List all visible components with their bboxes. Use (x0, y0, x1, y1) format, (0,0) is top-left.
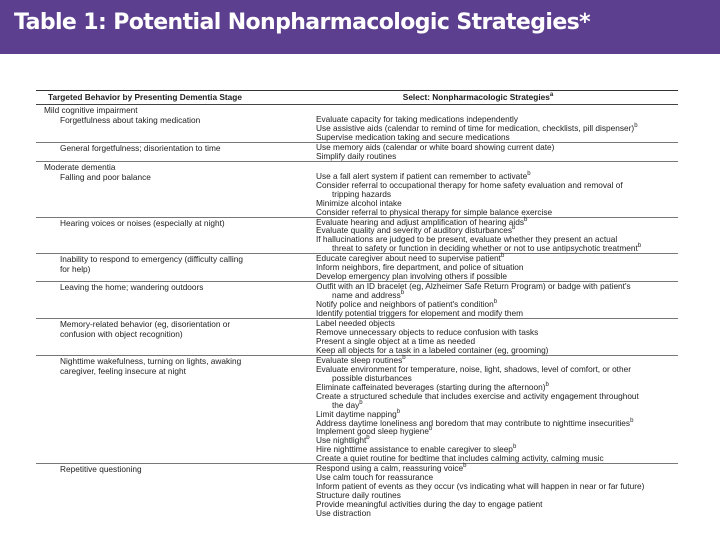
footnote-marker: b (512, 225, 516, 232)
behavior-line: for help) (60, 264, 91, 275)
strategies-cell (310, 115, 678, 142)
behavior-line: Inability to respond to emergency (difficulty calling (60, 254, 243, 265)
strategy-text: Respond using a calm, reassuring voice (316, 463, 464, 474)
strategy-text: Use nightlight (316, 435, 367, 446)
behavior-cell (36, 356, 310, 463)
footnote-marker: b (463, 463, 467, 470)
footnote-marker: b (524, 216, 528, 223)
footnote-marker: b (359, 399, 363, 406)
strategy-text: Inform patient of events as they occur (vs indicating what will happen in near or far future) (316, 481, 645, 492)
strategy-line (316, 272, 678, 281)
behavior-line: General forgetfulness; disorientation to time (60, 142, 221, 153)
footnote-marker: b (545, 381, 549, 388)
strategy-text: Outfit with an ID bracelet (eg, Alzheimer Safe Return Program) or badge with patient's (316, 281, 631, 292)
behavior-line: Repetitive questioning (60, 464, 142, 475)
footnote-marker: b (634, 123, 638, 130)
strategy-text: Present a single object at a time as needed (316, 335, 476, 346)
footnote-marker: b (429, 426, 433, 433)
strategy-text: Consider referral to occupational therapy for home safety evaluation and removal of (316, 179, 623, 190)
strategy-line (316, 244, 678, 253)
strategy-text: Evaluate capacity for taking medications independently (316, 114, 519, 124)
strategy-text: Use a fall alert system if patient can remember to activate (316, 170, 528, 181)
strategies-cell (310, 218, 678, 254)
strategies-table (36, 90, 678, 518)
strategy-text: Develop emergency plan involving others if possible (316, 271, 507, 282)
strategy-text: Structure daily routines (316, 490, 401, 501)
strategy-text: Supervise medication taking and secure medications (316, 131, 510, 142)
strategy-line (316, 133, 678, 142)
strategy-text: Minimize alcohol intake (316, 197, 402, 208)
strategy-text: If hallucinations are judged to be present, evaluate whether they present an actual (316, 234, 618, 245)
table-row (36, 172, 678, 218)
behavior-cell (36, 464, 310, 518)
table-title: Table 1: Potential Nonpharmacologic Strategies* (14, 10, 591, 35)
strategy-text: Hire nighttime assistance to enable caregiver to sleep (316, 444, 513, 455)
strategy-line (316, 427, 678, 436)
strategy-text: Create a structured schedule that includes exercise and activity engagement throughout (316, 390, 639, 401)
strategies-cell (310, 282, 678, 318)
behavior-line: Hearing voices or noises (especially at night) (60, 217, 225, 228)
behavior-cell (36, 115, 310, 142)
strategies-cell (310, 172, 678, 217)
strategy-text: Use calm touch for reassurance (316, 472, 434, 483)
strategy-text: Use distraction (316, 508, 371, 519)
strategy-text: Simplify daily routines (316, 150, 397, 161)
behavior-cell (36, 218, 310, 254)
strategy-line (316, 392, 678, 401)
behavior-line: Memory-related behavior (eg, disorientation or (60, 319, 231, 330)
strategies-cell (310, 319, 678, 355)
table-row (36, 282, 678, 319)
stage-label: Moderate dementia (44, 161, 116, 172)
strategy-text: Keep all objects for a task in a labeled container (eg, grooming) (316, 344, 549, 355)
strategy-text: Create a quiet routine for bedtime that includes calming activity, calming music (316, 453, 604, 464)
strategy-text: Eliminate caffeinated beverages (starting during the afternoon) (316, 381, 546, 392)
strategy-text: Educate caregiver about need to supervise patient (316, 253, 501, 264)
behavior-line: Forgetfulness about taking medication (60, 115, 201, 125)
footnote-marker: b (400, 290, 405, 297)
strategy-text: Evaluate sleep routines (316, 354, 403, 365)
strategy-text: the day (332, 399, 360, 410)
behavior-line: confusion with object recognition) (60, 329, 183, 340)
behavior-cell (36, 254, 310, 281)
behavior-line: caregiver, feeling insecure at night (60, 365, 186, 376)
column-header-strategies (318, 91, 678, 104)
behavior-line: Nighttime wakefulness, turning on lights, awaking (60, 355, 242, 366)
table-row (36, 143, 678, 162)
behavior-cell (36, 143, 310, 161)
footnote-marker: b (630, 417, 634, 424)
strategy-text: Evaluate hearing and adjust amplification of hearing aids (316, 216, 525, 227)
footnote-marker: b (493, 299, 498, 306)
strategy-text: Evaluate environment for temperature, noise, light, shadows, level of comfort, or other (316, 363, 631, 374)
table-header (36, 91, 678, 105)
table-row (36, 464, 678, 518)
footnote-marker: b (366, 435, 370, 442)
strategy-text: Notify police and neighbors of patient's condition (316, 299, 494, 310)
strategy-text: Evaluate quality and severity of auditory disturbances (316, 225, 513, 236)
behavior-cell (36, 282, 310, 318)
behavior-line: Leaving the home; wandering outdoors (60, 282, 204, 293)
strategies-cell (310, 254, 678, 281)
table-row (36, 254, 678, 282)
strategy-text: Label needed objects (316, 318, 395, 329)
table-row (36, 319, 678, 356)
strategy-line (316, 509, 678, 518)
strategy-text: possible disturbances (332, 372, 412, 383)
behavior-cell (36, 172, 310, 217)
footnote-marker: b (512, 444, 517, 451)
strategy-line (316, 152, 678, 161)
column-header-strategies-label: Select: Nonpharmacologic Strategies (402, 92, 550, 102)
strategy-text: Address daytime loneliness and boredom that may contribute to nighttime insecurities (316, 417, 631, 428)
footnote-marker: b (402, 355, 406, 362)
title-banner (0, 0, 720, 54)
footnote-marker: b (396, 408, 401, 415)
footnote-marker: b (527, 171, 531, 177)
strategy-text: threat to safety or function in deciding whether or not to use antipsychotic treatment (332, 243, 638, 254)
strategies-cell (310, 464, 678, 518)
strategies-cell (310, 356, 678, 463)
table-row (36, 115, 678, 143)
stage-label: Mild cognitive impairment (44, 105, 138, 115)
strategy-text: Use memory aids (calendar or white board showing current date) (316, 141, 555, 152)
strategy-text: Provide meaningful activities during the day to engage patient (316, 499, 543, 510)
column-header-behavior: Targeted Behavior by Presenting Dementia Stage (48, 92, 242, 102)
behavior-cell (36, 319, 310, 355)
strategy-text: Remove unnecessary objects to reduce confusion with tasks (316, 326, 539, 337)
strategy-line (316, 346, 678, 355)
strategy-text: tripping hazards (332, 188, 392, 199)
footnote-marker: b (500, 253, 505, 260)
strategy-text: Implement good sleep hygiene (316, 426, 430, 437)
table-row (36, 356, 678, 464)
strategy-text: Consider referral to physical therapy for simple balance exercise (316, 206, 553, 217)
strategy-text: name and address (332, 290, 401, 301)
table-body (36, 105, 678, 518)
strategy-text: Identify potential triggers for elopement and modify them (316, 308, 524, 319)
table-row (36, 218, 678, 255)
strategy-line (316, 208, 678, 217)
strategy-text: Limit daytime napping (316, 408, 397, 419)
strategy-text: Inform neighbors, fire department, and police of situation (316, 262, 524, 273)
strategies-cell (310, 143, 678, 161)
behavior-line: Falling and poor balance (60, 171, 151, 182)
strategy-line (316, 309, 678, 318)
footnote-marker: a (549, 92, 554, 99)
strategy-text: Use assistive aids (calendar to remind of time for medication, checklists, pill dispenser) (316, 122, 635, 133)
strategy-line (316, 454, 678, 463)
footnote-marker: b (637, 243, 642, 250)
